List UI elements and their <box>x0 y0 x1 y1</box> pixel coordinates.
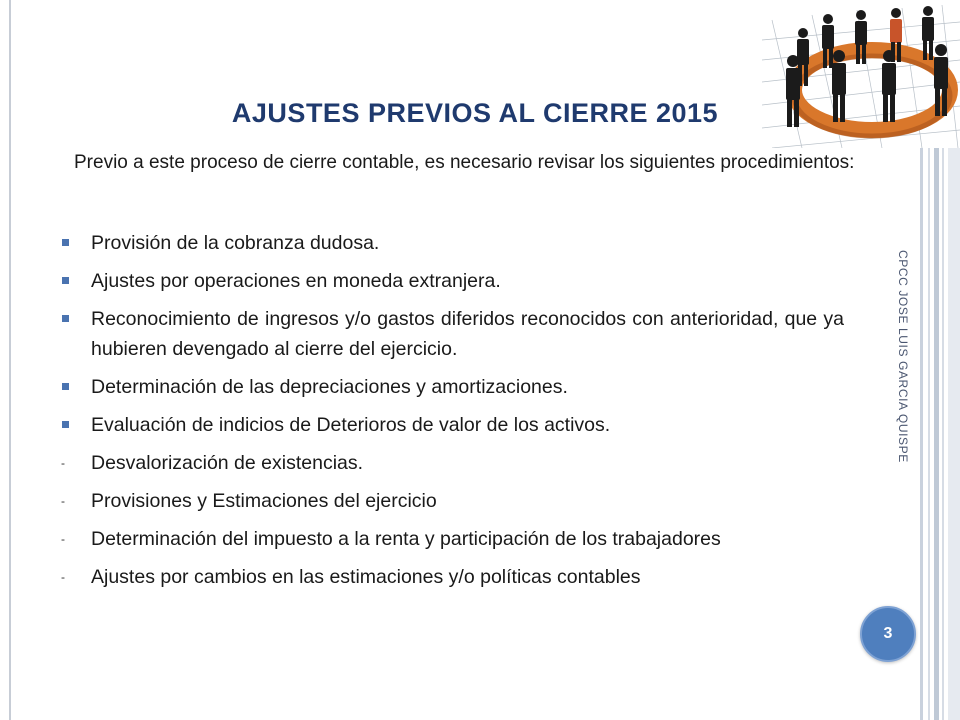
list-item-text: Reconocimiento de ingresos y/o gastos diferidos reconocidos con anterioridad, que ya hubieren devengado al cierre del ejercicio. <box>91 308 844 360</box>
procedure-list <box>58 228 844 600</box>
dash-bullet-icon: - <box>61 570 65 584</box>
square-bullet-icon <box>62 239 69 246</box>
author-vertical-label: CPCC JOSE LUIS GARCIA QUISPE <box>896 250 910 463</box>
list-item <box>58 486 844 516</box>
list-item <box>58 304 844 364</box>
right-decorative-stripes <box>920 148 960 720</box>
square-bullet-icon <box>62 277 69 284</box>
dash-bullet-icon: - <box>61 456 65 470</box>
list-item-text: Determinación del impuesto a la renta y participación de los trabajadores <box>91 528 721 550</box>
left-border-line <box>9 0 11 720</box>
list-item <box>58 372 844 402</box>
list-item-text: Desvalorización de existencias. <box>91 452 364 474</box>
list-item-text: Ajustes por operaciones en moneda extranjera. <box>91 270 501 292</box>
list-item <box>58 448 844 478</box>
list-item-text: Provisiones y Estimaciones del ejercicio <box>91 490 437 512</box>
list-item <box>58 410 844 440</box>
list-item <box>58 562 844 592</box>
list-item-text: Provisión de la cobranza dudosa. <box>91 232 380 254</box>
dash-bullet-icon: - <box>61 532 65 546</box>
list-item <box>58 266 844 296</box>
slide-title: AJUSTES PREVIOS AL CIERRE 2015 <box>231 98 719 128</box>
intro-paragraph: Previo a este proceso de cierre contable, es necesario revisar los siguientes procedimientos: <box>74 152 855 173</box>
list-item <box>58 524 844 554</box>
square-bullet-icon <box>62 421 69 428</box>
square-bullet-icon <box>62 383 69 390</box>
list-item-text: Ajustes por cambios en las estimaciones y/o políticas contables <box>91 566 641 588</box>
list-item <box>58 228 844 258</box>
list-item-text: Determinación de las depreciaciones y amortizaciones. <box>91 376 568 398</box>
list-item-text: Evaluación de indicios de Deterioros de valor de los activos. <box>91 414 611 436</box>
square-bullet-icon <box>62 315 69 322</box>
dash-bullet-icon: - <box>61 494 65 508</box>
page-number-badge: 3 <box>860 606 916 662</box>
